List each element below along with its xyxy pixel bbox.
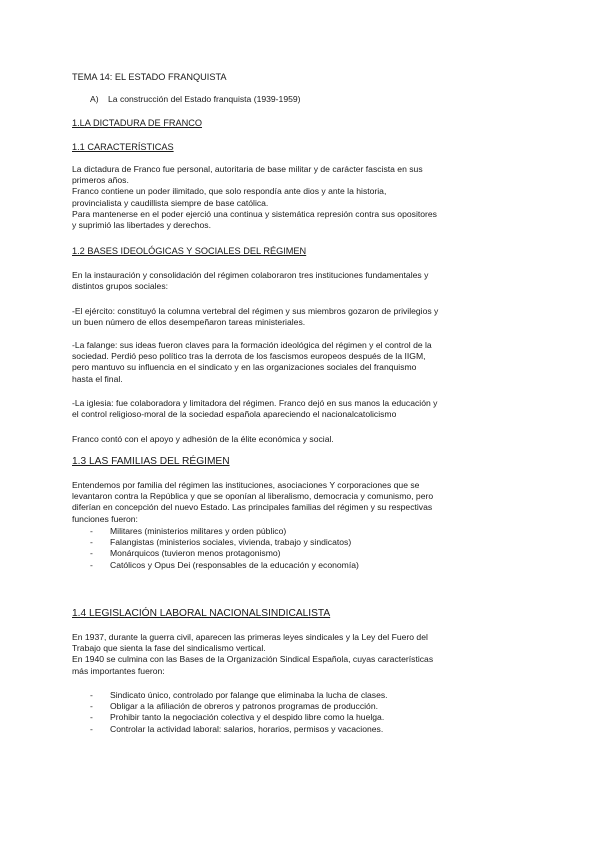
paragraph-line: En 1937, durante la guerra civil, aparecen las primeras leyes sindicales y la Ley del Fuero del bbox=[72, 632, 428, 642]
paragraph-line: Entendemos por familia del régimen las instituciones, asociaciones Y corporaciones que se bbox=[72, 480, 420, 490]
section-1-title: 1.LA DICTADURA DE FRANCO bbox=[72, 118, 203, 128]
section-1-2-title: 1.2 BASES IDEOLÓGICAS Y SOCIALES DEL RÉGIMEN bbox=[72, 246, 307, 256]
paragraph-line: Trabajo que sienta la fase del sindicalismo vertical. bbox=[72, 643, 266, 654]
paragraph-line: diferían en concepción del nuevo Estado. Las principales familias del régimen y su respectivas bbox=[72, 502, 433, 513]
paragraph-line: En la instauración y consolidación del régimen colaboraron tres instituciones fundamentales y bbox=[72, 270, 429, 280]
list-item: - Obligar a la afiliación de obreros y patronos programas de producción. bbox=[72, 701, 532, 712]
section-1-4-body bbox=[72, 632, 532, 677]
familias-list bbox=[72, 526, 532, 571]
list-item: - Monárquicos (tuvieron menos protagonismo) bbox=[72, 548, 532, 559]
list-item: - Militares (ministerios militares y orden público) bbox=[72, 526, 532, 537]
section-1-2-intro bbox=[72, 270, 532, 292]
paragraph-line: Para mantenerse en el poder ejerció una continua y sistemática represión contra sus opositores bbox=[72, 208, 437, 219]
section-1-1-title: 1.1 CARACTERÍSTICAS bbox=[72, 142, 174, 152]
tema-title: TEMA 14: EL ESTADO FRANQUISTA bbox=[72, 72, 227, 82]
paragraph-line: más importantes fueron: bbox=[72, 665, 165, 676]
paragraph-line: funciones fueron: bbox=[72, 513, 138, 524]
part-a-marker: A) bbox=[90, 94, 99, 104]
paragraph-line: distintos grupos sociales: bbox=[72, 281, 169, 292]
paragraph-line: La dictadura de Franco fue personal, autoritaria de base militar y de carácter fascista en sus bbox=[72, 164, 423, 174]
part-a-text: La construcción del Estado franquista (1939-1959) bbox=[108, 94, 301, 104]
paragraph-line: primeros años. bbox=[72, 175, 129, 186]
paragraph-line: En 1940 se culmina con las Bases de la Organización Sindical Española, cuyas características bbox=[72, 654, 434, 665]
paragraph-line: hasta el final. bbox=[72, 373, 123, 384]
paragraph-line: provincialista y caudillista siempre de base católica. bbox=[72, 197, 269, 208]
paragraph-line: un buen número de ellos desempeñaron tareas ministeriales. bbox=[72, 317, 306, 328]
paragraph-line: y suprimió las libertades y derechos. bbox=[72, 220, 211, 231]
section-1-3-body bbox=[72, 480, 532, 525]
paragraph-line: sociedad. Perdió peso político tras la derrota de los fascismos europeos después de la IIGM, bbox=[72, 351, 426, 362]
iglesia-paragraph bbox=[72, 398, 532, 420]
paragraph-line: el control religioso-moral de la sociedad española apareciendo el nacionalcatolicismo bbox=[72, 409, 397, 420]
list-item: - Prohibir tanto la negociación colectiva y el despido libre como la huelga. bbox=[72, 712, 532, 723]
list-item: - Católicos y Opus Dei (responsables de la educación y economía) bbox=[72, 560, 532, 571]
ejercito-paragraph bbox=[72, 306, 532, 328]
paragraph-line: -La falange: sus ideas fueron claves para la formación ideológica del régimen y el control de la bbox=[72, 340, 432, 350]
list-item: - Controlar la actividad laboral: salarios, horarios, permisos y vacaciones. bbox=[72, 724, 532, 735]
falange-paragraph bbox=[72, 340, 532, 385]
paragraph-line: -La iglesia: fue colaboradora y limitadora del régimen. Franco dejó en sus manos la educación y bbox=[72, 398, 438, 408]
legislacion-list bbox=[72, 690, 532, 735]
section-1-4-title: 1.4 LEGISLACIÓN LABORAL NACIONALSINDICALISTA bbox=[72, 608, 331, 619]
paragraph-line: -El ejército: constituyó la columna vertebral del régimen y sus miembros gozaron de privilegios y bbox=[72, 306, 439, 316]
paragraph-line: pero mantuvo su influencia en el sindicato y en las organizaciones sociales del franquismo bbox=[72, 362, 417, 373]
paragraph-line: Franco contiene un poder ilimitado, que solo respondía ante dios y ante la historia, bbox=[72, 186, 387, 197]
list-item: - Sindicato único, controlado por falange que eliminaba la lucha de clases. bbox=[72, 690, 532, 701]
paragraph-line: levantaron contra la República y que se oponían al liberalismo, democracia y comunismo, pero bbox=[72, 491, 434, 502]
list-item: - Falangistas (ministerios sociales, vivienda, trabajo y sindicatos) bbox=[72, 537, 532, 548]
section-1-1-body bbox=[72, 164, 532, 231]
closing-paragraph: Franco contó con el apoyo y adhesión de la élite económica y social. bbox=[72, 434, 334, 444]
section-1-3-title: 1.3 LAS FAMILIAS DEL RÉGIMEN bbox=[72, 456, 230, 467]
